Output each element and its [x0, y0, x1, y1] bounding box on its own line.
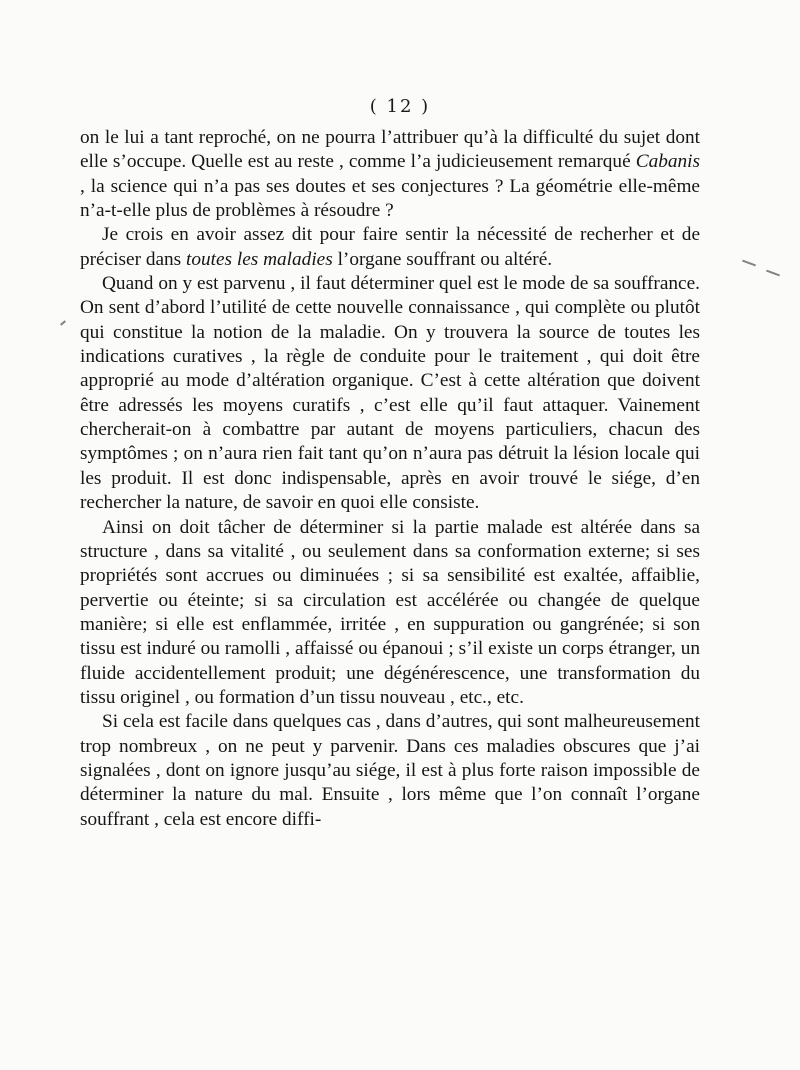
margin-mark — [766, 270, 780, 277]
paragraph — [80, 272, 700, 515]
text-run: Quand on y est parvenu , il faut déterminer quel est le mode de sa souffrance. On sent d’abord l’utilité de cette nouvelle connaissance , qui complète ou plutôt qui constitue la notion de la maladie. On y trouvera la source de toutes les indications curatives , la règle de conduite pour le traitement , qui doit être approprié au mode d’altération organique. C’est à cette altération que doivent être adressés les moyens curatifs , c’est elle qu’il faut attaquer. Vainement chercherait-on à combattre par autant de moyens particuliers, chacun des symptômes ; on n’aura rien fait tant qu’on n’aura pas détruit la lésion locale qui les produit. Il est donc indispensable, après en avoir trouvé le siége, d’en rechercher la nature, de savoir en quoi elle consiste. — [80, 273, 700, 514]
italic-text-run: Cabanis — [635, 151, 700, 173]
italic-text-run: toutes les maladies — [186, 248, 333, 270]
text-run: Ainsi on doit tâcher de déterminer si la partie malade est altérée dans sa structure , dans sa vitalité , ou seulement dans sa conformation externe; si ses propriétés sont accrues ou diminuées ; si sa sensibilité est exaltée, affaiblie, pervertie ou éteinte; si sa circulation est accélérée ou changée de quelque manière; si elle est enflammée, irritée , en suppuration ou gangrénée; si son tissu est induré ou ramolli , affaissé ou épanoui ; s’il existe un corps étranger, un fluide accidentellement produit; une dégénérescence, une transformation du tissu originel , ou formation d’un tissu nouveau , etc., etc. — [80, 516, 700, 708]
text-run: , la science qui n’a pas ses doutes et ses conjectures ? La géométrie elle-même n’a-t-elle plus de problèmes à résoudre ? — [80, 175, 700, 222]
margin-mark — [742, 260, 756, 267]
margin-mark — [60, 320, 66, 325]
paragraph — [80, 516, 700, 711]
body-text — [80, 126, 700, 832]
paragraph — [80, 223, 700, 272]
page-number: ( 12 ) — [369, 96, 431, 117]
paragraph — [80, 710, 700, 832]
text-run: Je crois en avoir assez dit pour faire sentir la nécessité de recherher et de préciser dans — [80, 224, 700, 270]
paragraph — [80, 126, 700, 223]
text-run: Si cela est facile dans quelques cas , dans d’autres, qui sont malheureusement trop nombreux , on ne peut y parvenir. Dans ces maladies obscures que j’ai signalées , dont on ignore jusqu’au siége, il est à plus forte raison impossible de déterminer la nature du mal. Ensuite , lors même que l’on connaît l’organe souffrant , cela est encore diffi- — [80, 711, 700, 830]
text-run: on le lui a tant reproché, on ne pourra l’attribuer qu’à la difficulté du sujet dont elle s’occupe. Quelle est au reste , comme l’a judicieusement remarqué — [80, 127, 700, 173]
text-run: l’organe souffrant ou altéré. — [332, 248, 553, 270]
